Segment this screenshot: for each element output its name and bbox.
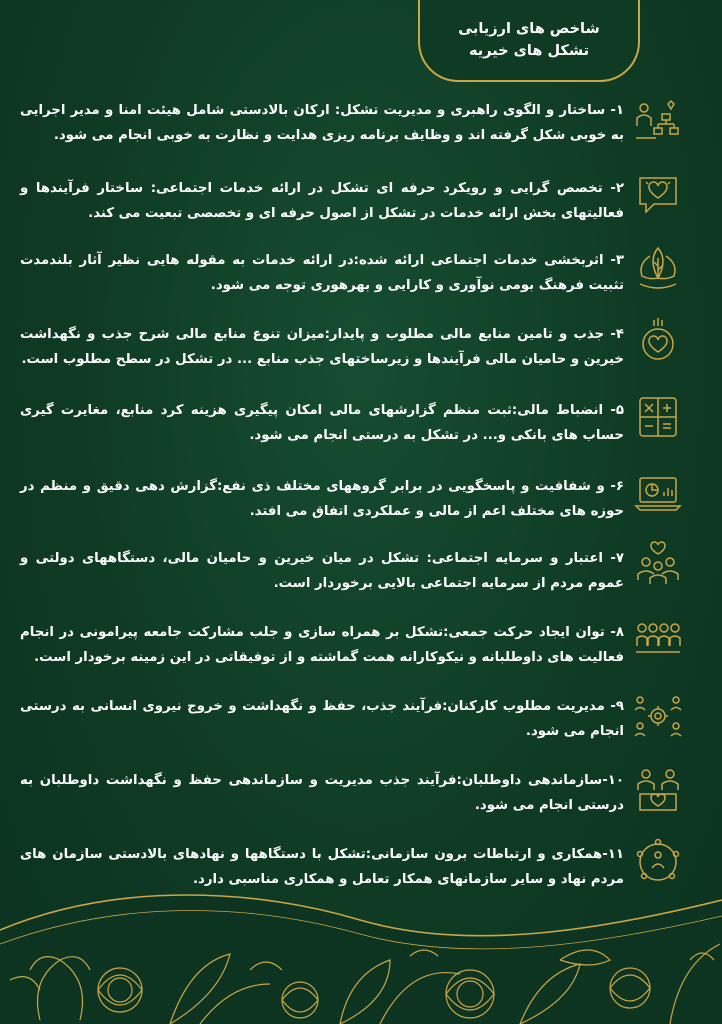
- criterion-11-text: ۱۱-همکاری و ارتباطات برون سازمانی:تشکل با دستگاهها و نهادهای بالادستی سازمان های مردم نهاد و سایر سازمانهای همکار تعامل و همکاری مناسبی دارد.: [20, 847, 624, 887]
- leadership-org-chart-icon: [632, 98, 684, 146]
- criterion-8-text: ۸- توان ایجاد حرکت جمعی:تشکل بر همراه سازی و جلب مشارکت جامعه پیرامونی در انجام فعالیت های داوطلبانه و نیکوکارانه همت گماشته و از توفیقاتی در این زمینه برخودار است.: [20, 625, 624, 665]
- calculator-icon: [632, 394, 684, 442]
- volunteers-heart-icon: [632, 766, 684, 814]
- criterion-6-text: ۶- و شفافیت و پاسخگویی در برابر گروههای مختلف ذی نفع:گزارش دهی دقیق و منظم در حوزه های مختلف اعم از مالی و عملکردی اتفاق می افتد.: [20, 479, 624, 519]
- criterion-7-text: ۷- اعتبار و سرمایه اجتماعی: تشکل در میان خیرین و حامیان مالی، دستگاههای دولتی و عموم مردم از سرمایه اجتماعی بالایی برخوردار است.: [20, 551, 624, 591]
- staff-management-gear-icon: [632, 692, 684, 740]
- title-line-2: تشکل های خیریه: [468, 43, 590, 59]
- group-community-icon: [632, 616, 684, 664]
- criterion-1-text: ۱- ساختار و الگوی راهبری و مدیریت تشکل: ارکان بالادستی شامل هیئت امنا و مدیر اجرایی به خوبی شکل گرفته اند و وظایف برنامه ریزی هدایت و نظارت به خوبی انجام می شود.: [20, 103, 624, 143]
- criterion-4-text: ۴- جذب و تامین منابع مالی مطلوب و پایدار:میزان تنوع منابع مالی شرح جذب و نگهداشت خیرین و حامیان مالی فرآیندها و زیرساختهای جذب منابع ... در تشکل در سطح مطلوب است.: [20, 327, 624, 367]
- criterion-2-text: ۲- تخصص گرایی و رویکرد حرفه ای تشکل در ارائه خدمات اجتماعی: ساختار فرآیندها و فعالیتهای بخش ارائه خدمات در تشکل از اصول حرفه ای و تخصصی تبعیت می کند.: [20, 181, 624, 221]
- criterion-3-text: ۳- اثربخشی خدمات اجتماعی ارائه شده:در ارائه خدمات به مقوله هایی نظیر آثار بلندمدت تثبیت فرهنگ بومی نوآوری و کارایی و بهرهوری توجه می شود.: [20, 253, 624, 293]
- floral-decoration: [0, 860, 722, 1024]
- criterion-5-text: ۵- انضباط مالی:ثبت منظم گزارشهای مالی امکان پیگیری هزینه کرد منابع، مغایرت گیری حساب های بانکی و... در تشکل به درستی انجام می شود.: [20, 403, 624, 443]
- trusted-people-heart-icon: [632, 540, 684, 588]
- lotus-leaf-icon: [632, 244, 684, 292]
- criterion-10-text: ۱۰-سازماندهی داوطلبان:فرآیند جذب مدیریت و سازماندهی حفظ و نگهداشت داوطلبان به درستی انجام می شود.: [20, 773, 624, 813]
- title-line-1: شاخص های ارزیابی: [458, 21, 600, 37]
- criterion-9-text: ۹- مدیریت مطلوب کارکنان:فرآیند جذب، حفظ و نگهداشت و خروج نیروی انسانی به درستی انجام می شود.: [20, 699, 624, 739]
- laptop-chart-icon: [632, 470, 684, 518]
- specialist-speech-bubble-icon: [632, 172, 684, 220]
- heart-coin-jar-icon: [632, 316, 684, 364]
- title-box: [418, 0, 640, 82]
